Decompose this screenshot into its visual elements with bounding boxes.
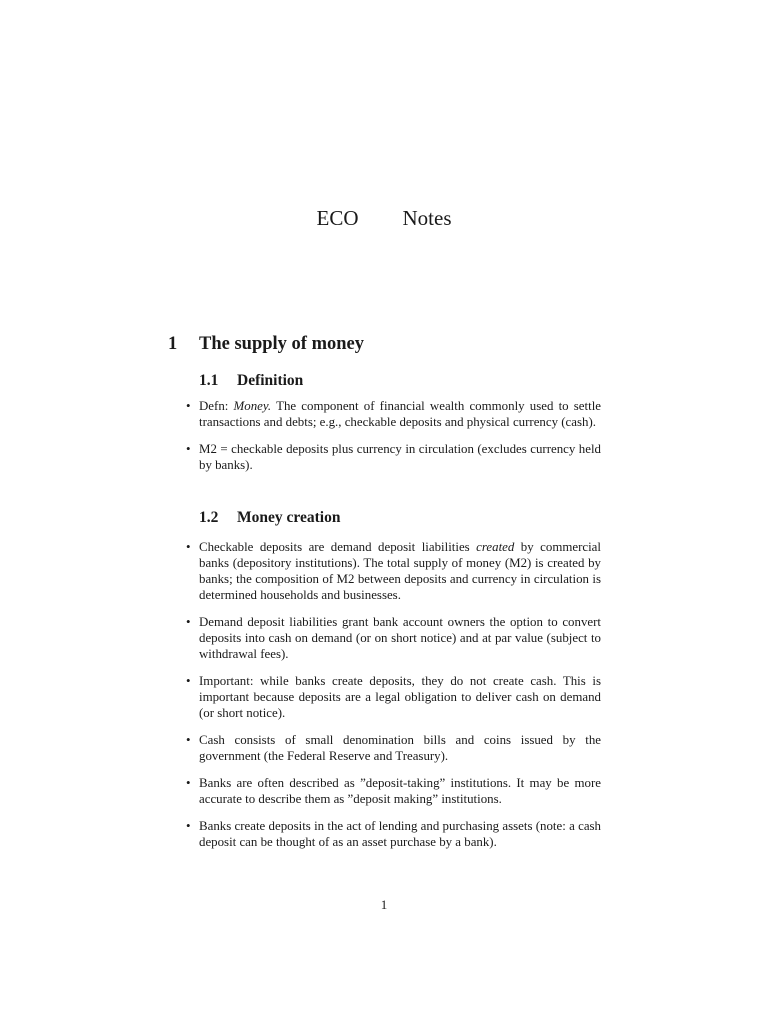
definition-list	[186, 398, 601, 484]
bullet-icon: •	[186, 776, 191, 790]
subsection-number: 1.2	[199, 509, 219, 526]
list-item: • M2 = checkable deposits plus currency in circulation (excludes currency held by banks).	[186, 442, 601, 472]
section-heading	[168, 334, 364, 355]
list-item: • Banks are often described as ”deposit-taking” institutions. It may be more accurate to describe them as ”deposit making” institutions.	[186, 776, 601, 806]
page-number: 1	[380, 897, 388, 912]
title-left: ECO	[316, 206, 359, 230]
section-title: The supply of money	[199, 334, 364, 354]
bullet-icon: •	[186, 442, 191, 456]
subsection-title: Definition	[237, 372, 304, 389]
bullet-icon: •	[186, 674, 191, 688]
bullet-icon: •	[186, 819, 191, 833]
subsection-heading-money-creation	[199, 509, 340, 527]
list-item: • Demand deposit liabilities grant bank account owners the option to convert deposits into cash on demand (or on short notice) and at par value (subject to withdrawal fees).	[186, 615, 601, 661]
list-item: • Defn: Money. The component of financial wealth commonly used to settle transactions and debts; e.g., checkable deposits and physical currency (cash).	[186, 399, 601, 429]
subsection-title: Money creation	[237, 509, 341, 526]
emphasized-term: created	[476, 540, 515, 554]
money-creation-list	[186, 539, 601, 861]
bullet-icon: •	[186, 399, 191, 413]
defined-term: Money.	[233, 399, 272, 413]
bullet-icon: •	[186, 540, 191, 554]
list-item: • Cash consists of small denomination bills and coins issued by the government (the Federal Reserve and Treasury).	[186, 733, 601, 763]
list-item: • Important: while banks create deposits, they do not create cash. This is important because deposits are a legal obligation to deliver cash on demand (or short notice).	[186, 674, 601, 720]
subsection-number: 1.1	[199, 372, 219, 389]
section-number: 1	[168, 334, 178, 354]
bullet-icon: •	[186, 733, 191, 747]
subsection-heading-definition	[199, 372, 303, 390]
bullet-icon: •	[186, 615, 191, 629]
list-item: • Checkable deposits are demand deposit liabilities created by commercial banks (depository institutions). The total supply of money (M2) is created by banks; the composition of M2 between deposits and currency in circulation is determined households and businesses.	[186, 540, 601, 602]
title-right: Notes	[402, 206, 452, 230]
list-item: • Banks create deposits in the act of lending and purchasing assets (note: a cash deposit can be thought of as an asset purchase by a bank).	[186, 819, 601, 849]
document-title	[0, 206, 768, 231]
